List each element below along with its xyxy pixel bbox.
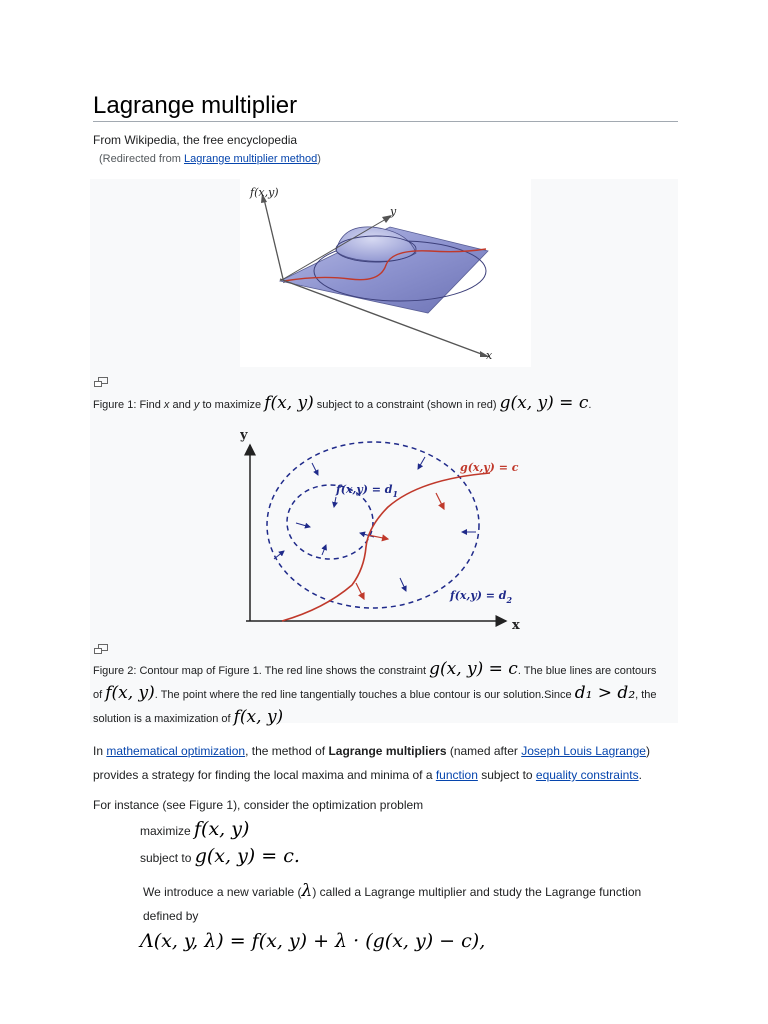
y-axis-label: y — [390, 205, 397, 218]
link-function[interactable]: function — [435, 768, 478, 782]
caption-var-x: x — [163, 399, 170, 411]
redirect-notice — [99, 153, 321, 165]
caption-var-y: y — [193, 399, 200, 411]
paragraph-text: In — [93, 744, 107, 758]
contour-d1-sub: 1 — [392, 489, 399, 499]
figure-2-image[interactable] — [240, 423, 530, 637]
lagrangian-formula: Λ(x, y, λ) = f(x, y) + λ · (g(x, y) − c), — [140, 930, 486, 952]
lambda-symbol: λ — [301, 881, 313, 901]
caption-text: Figure 2: Contour map of Figure 1. The red line shows the constraint — [93, 665, 430, 677]
caption-math-gxy: g(x, y) = c — [429, 659, 518, 679]
caption-text: and — [169, 399, 194, 411]
x-axis-label: x — [486, 349, 493, 362]
contour-d2-sub: 2 — [506, 595, 513, 605]
gradient-arrow — [360, 533, 374, 537]
caption-text: to maximize — [199, 399, 265, 411]
caption-text: solution is a maximization of — [93, 713, 234, 725]
maximize-label: maximize — [140, 824, 195, 838]
link-joseph-louis-lagrange[interactable]: Joseph Louis Lagrange — [521, 744, 646, 758]
paragraph-text: defined by — [143, 909, 199, 923]
gradient-arrow — [274, 551, 284, 559]
caption-math-inequality: d₁ > d₂ — [574, 683, 636, 703]
contour-d1-text: f(x,y) = d — [336, 483, 393, 496]
gradient-arrow — [296, 523, 310, 527]
enlarge-icon[interactable] — [94, 644, 108, 654]
f-axis-line — [264, 199, 284, 283]
link-equality-constraints[interactable]: equality constraints — [535, 768, 639, 782]
page-title: Lagrange multiplier — [93, 92, 678, 122]
paragraph-text: ) — [645, 744, 650, 758]
gradient-arrow — [312, 463, 318, 475]
tagline: From Wikipedia, the free encyclopedia — [93, 133, 298, 147]
figure-2-caption — [93, 658, 673, 730]
link-mathematical-optimization[interactable]: mathematical optimization — [106, 744, 246, 758]
maximize-row — [140, 818, 249, 840]
caption-text: . The blue lines are contours — [517, 665, 657, 677]
gradient-arrow — [418, 457, 425, 469]
gradient-arrow — [334, 497, 336, 507]
caption-math-fxy: f(x, y) — [105, 683, 155, 703]
paragraph-text: We introduce a new variable ( — [143, 885, 302, 899]
paragraph-text: (named after — [446, 744, 522, 758]
subject-to-label: subject to — [140, 851, 195, 865]
caption-text: , the — [635, 689, 657, 701]
caption-math-fxy: f(x, y) — [264, 393, 314, 413]
example-paragraph: For instance (see Figure 1), consider the optimization problem — [93, 798, 424, 812]
x-axis-label: x — [512, 618, 520, 633]
bold-term: Lagrange multipliers — [328, 744, 447, 758]
caption-text: . The point where the red line tangentially touches a blue contour is our solution.Since — [154, 689, 575, 701]
contour-d2-label — [449, 589, 513, 605]
paragraph-text: ) called a Lagrange multiplier and study the Lagrange function — [312, 885, 642, 899]
maximize-expression: f(x, y) — [194, 818, 250, 840]
redirect-suffix: ) — [317, 153, 321, 165]
constraint-normal-arrow — [368, 535, 388, 539]
figure-1-caption — [93, 392, 591, 416]
paragraph-text: provides a strategy for finding the local maxima and minima of a — [93, 768, 436, 782]
caption-math-fxy: f(x, y) — [233, 707, 284, 727]
caption-text: . — [588, 399, 592, 411]
redirect-prefix: (Redirected from — [99, 153, 184, 165]
contour-d2-text: f(x,y) = d — [450, 589, 507, 602]
caption-text: subject to a constraint (shown in red) — [313, 399, 500, 411]
figure-2 — [90, 419, 678, 727]
caption-text: Figure 1: Find — [93, 399, 164, 411]
paragraph-text: . — [638, 768, 642, 782]
constraint-normal-arrow — [436, 493, 444, 509]
caption-math-gxy: g(x, y) = c — [499, 393, 589, 413]
caption-line — [93, 658, 673, 682]
constraint-label: g(x,y) = c — [460, 461, 519, 474]
caption-text: of — [93, 689, 106, 701]
gradient-arrow — [400, 578, 406, 591]
paragraph-text: subject to — [477, 768, 536, 782]
contour-d1-label — [335, 483, 398, 499]
lagrange-intro-paragraph — [143, 879, 641, 928]
redirect-link[interactable]: Lagrange multiplier method — [183, 153, 318, 165]
figure-1 — [90, 179, 678, 419]
subject-to-expression: g(x, y) = c. — [194, 845, 300, 867]
enlarge-icon[interactable] — [94, 377, 108, 387]
subject-to-row — [140, 845, 300, 867]
intro-paragraph — [93, 739, 678, 787]
f-axis-label: f(x,y) — [250, 186, 279, 199]
contour-d1 — [287, 485, 373, 559]
y-axis-label: y — [240, 428, 248, 443]
contour-map — [240, 423, 530, 637]
paragraph-text: , the method of — [245, 744, 329, 758]
figure-1-image[interactable] — [240, 179, 531, 367]
gradient-arrow — [322, 545, 326, 555]
constraint-normal-arrow — [356, 583, 364, 599]
caption-line — [93, 706, 673, 730]
caption-line — [93, 682, 673, 706]
surface-plot — [240, 179, 531, 367]
